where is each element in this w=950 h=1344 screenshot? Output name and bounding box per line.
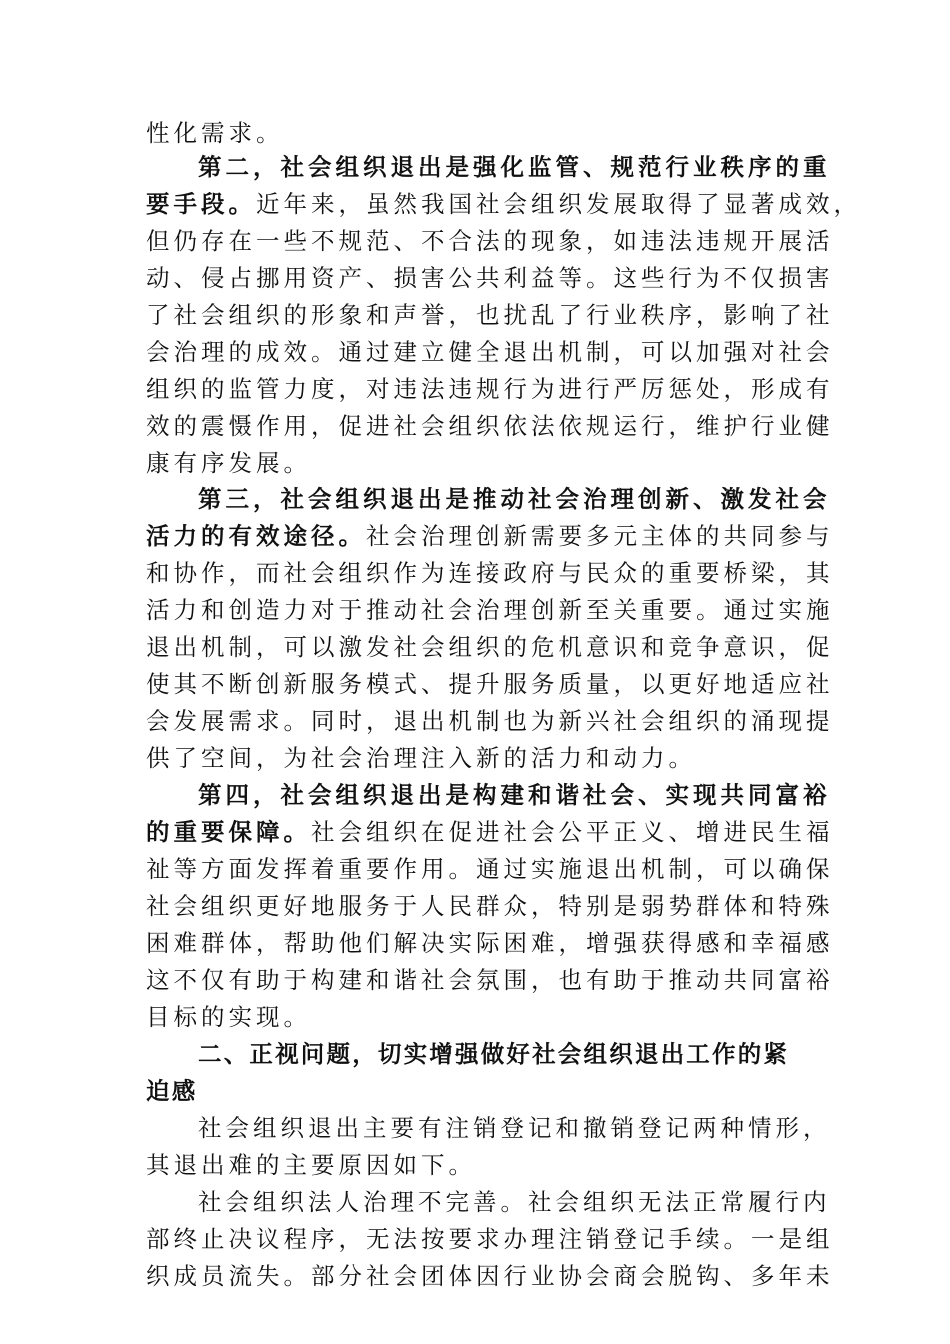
para4-line: 目标的实现。	[146, 1003, 311, 1031]
para4-line: 这不仅有助于构建和谐社会氛围，也有助于推动共同富裕	[146, 966, 834, 994]
para4-line: 祉等方面发挥着重要作用。通过实施退出机制，可以确保	[146, 855, 834, 883]
para2-lead-end: 要手段。	[146, 190, 256, 218]
para3-line: 退出机制，可以激发社会组织的危机意识和竞争意识，促	[146, 633, 834, 661]
para2-line: 效的震慑作用，促进社会组织依法依规运行，维护行业健	[146, 412, 834, 440]
para3-line: 活力和创造力对于推动社会治理创新至关重要。通过实施	[146, 596, 834, 624]
para4-lead-end: 的重要保障。	[146, 818, 311, 846]
para2-line: 康有序发展。	[146, 449, 311, 477]
para2-line: 组织的监管力度，对违法违规行为进行严厉惩处，形成有	[146, 375, 834, 403]
para4-lead-line: 第四，社会组织退出是构建和谐社会、实现共同富裕	[198, 781, 831, 809]
para6-line: 部终止决议程序，无法按要求办理注销登记手续。一是组	[146, 1225, 834, 1253]
para2-line: 但仍存在一些不规范、不合法的现象，如违法违规开展活	[146, 227, 834, 255]
para4-line-2-rest: 社会组织在促进社会公平正义、增进民生福	[311, 818, 834, 846]
para2-line: 动、侵占挪用资产、损害公共利益等。这些行为不仅损害	[146, 264, 834, 292]
para2-line-2-rest: 近年来，虽然我国社会组织发展取得了显著成效，	[256, 190, 861, 218]
section-heading-line-2: 迫感	[146, 1077, 198, 1105]
para2-lead-line: 第二，社会组织退出是强化监管、规范行业秩序的重	[198, 153, 831, 181]
section-heading-line-1: 二、正视问题，切实增强做好社会组织退出工作的紧	[198, 1040, 790, 1068]
para6-line: 织成员流失。部分社会团体因行业协会商会脱钩、多年未	[146, 1262, 834, 1290]
intro-line: 性化需求。	[146, 119, 284, 147]
para3-line: 使其不断创新服务模式、提升服务质量，以更好地适应社	[146, 670, 834, 698]
para3-line-2	[146, 521, 834, 552]
para4-line: 社会组织更好地服务于人民群众，特别是弱势群体和特殊	[146, 892, 834, 920]
para2-line: 了社会组织的形象和声誉，也扰乱了行业秩序，影响了社	[146, 301, 834, 329]
para3-lead-line: 第三，社会组织退出是推动社会治理创新、激发社会	[198, 485, 831, 513]
para2-line-2	[146, 189, 861, 220]
para5-line: 社会组织退出主要有注销登记和撤销登记两种情形，	[198, 1114, 831, 1142]
para5-line: 其退出难的主要原因如下。	[146, 1151, 476, 1179]
para3-line: 会发展需求。同时，退出机制也为新兴社会组织的涌现提	[146, 707, 834, 735]
para3-line: 和协作，而社会组织作为连接政府与民众的重要桥梁，其	[146, 559, 834, 587]
para3-lead-end: 活力的有效途径。	[146, 522, 366, 550]
para3-line: 供了空间，为社会治理注入新的活力和动力。	[146, 744, 696, 772]
para2-line: 会治理的成效。通过建立健全退出机制，可以加强对社会	[146, 338, 834, 366]
para3-line-2-rest: 社会治理创新需要多元主体的共同参与	[366, 522, 834, 550]
para4-line-2	[146, 817, 834, 848]
para4-line: 困难群体，帮助他们解决实际困难，增强获得感和幸福感	[146, 929, 834, 957]
para6-line: 社会组织法人治理不完善。社会组织无法正常履行内	[198, 1188, 831, 1216]
